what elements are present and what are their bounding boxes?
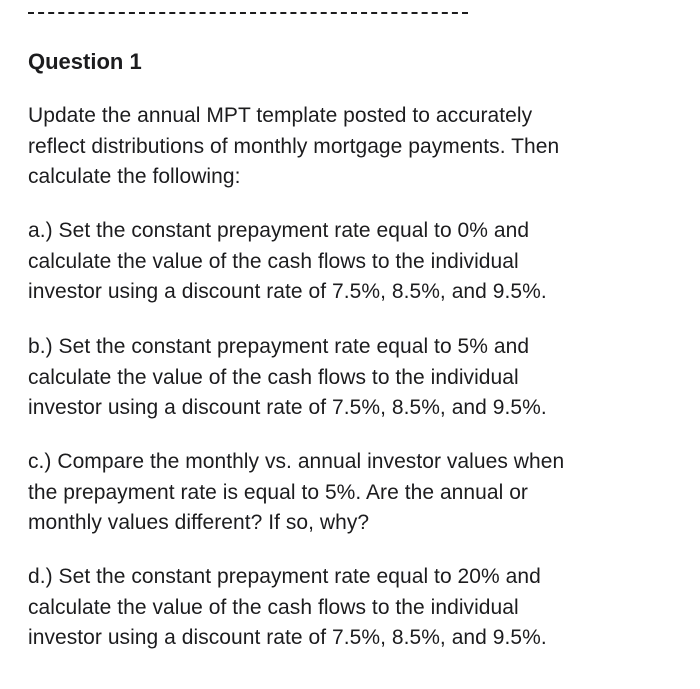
question-part-b — [28, 332, 668, 424]
part-a-line: investor using a discount rate of 7.5%, 8.5%, and 9.5%. — [28, 280, 547, 303]
intro-line: calculate the following: — [28, 165, 241, 188]
part-c-line: the prepayment rate is equal to 5%. Are the annual or — [28, 480, 528, 504]
intro-line: reflect distributions of monthly mortgage payments. Then — [28, 134, 560, 158]
intro-line: Update the annual MPT template posted to accurately — [28, 104, 533, 127]
question-title: Question 1 — [28, 49, 142, 74]
part-b-line: b.) Set the constant prepayment rate equal to 5% and — [28, 335, 530, 358]
part-d-line: d.) Set the constant prepayment rate equal to 20% and — [28, 565, 541, 588]
part-a-line: calculate the value of the cash flows to the individual — [28, 249, 519, 273]
dashed-divider — [28, 12, 468, 14]
part-d-line: calculate the value of the cash flows to the individual — [28, 595, 519, 619]
part-b-line: calculate the value of the cash flows to the individual — [28, 365, 519, 389]
part-b-line: investor using a discount rate of 7.5%, 8.5%, and 9.5%. — [28, 396, 547, 419]
part-c-line: c.) Compare the monthly vs. annual investor values when — [28, 450, 565, 473]
question-part-d — [28, 562, 668, 654]
part-a-line: a.) Set the constant prepayment rate equal to 0% and — [28, 219, 530, 242]
question-part-a — [28, 216, 668, 308]
question-intro — [28, 101, 668, 193]
question-part-c — [28, 447, 668, 539]
part-d-line: investor using a discount rate of 7.5%, 8.5%, and 9.5%. — [28, 626, 547, 649]
part-c-line: monthly values different? If so, why? — [28, 511, 370, 534]
